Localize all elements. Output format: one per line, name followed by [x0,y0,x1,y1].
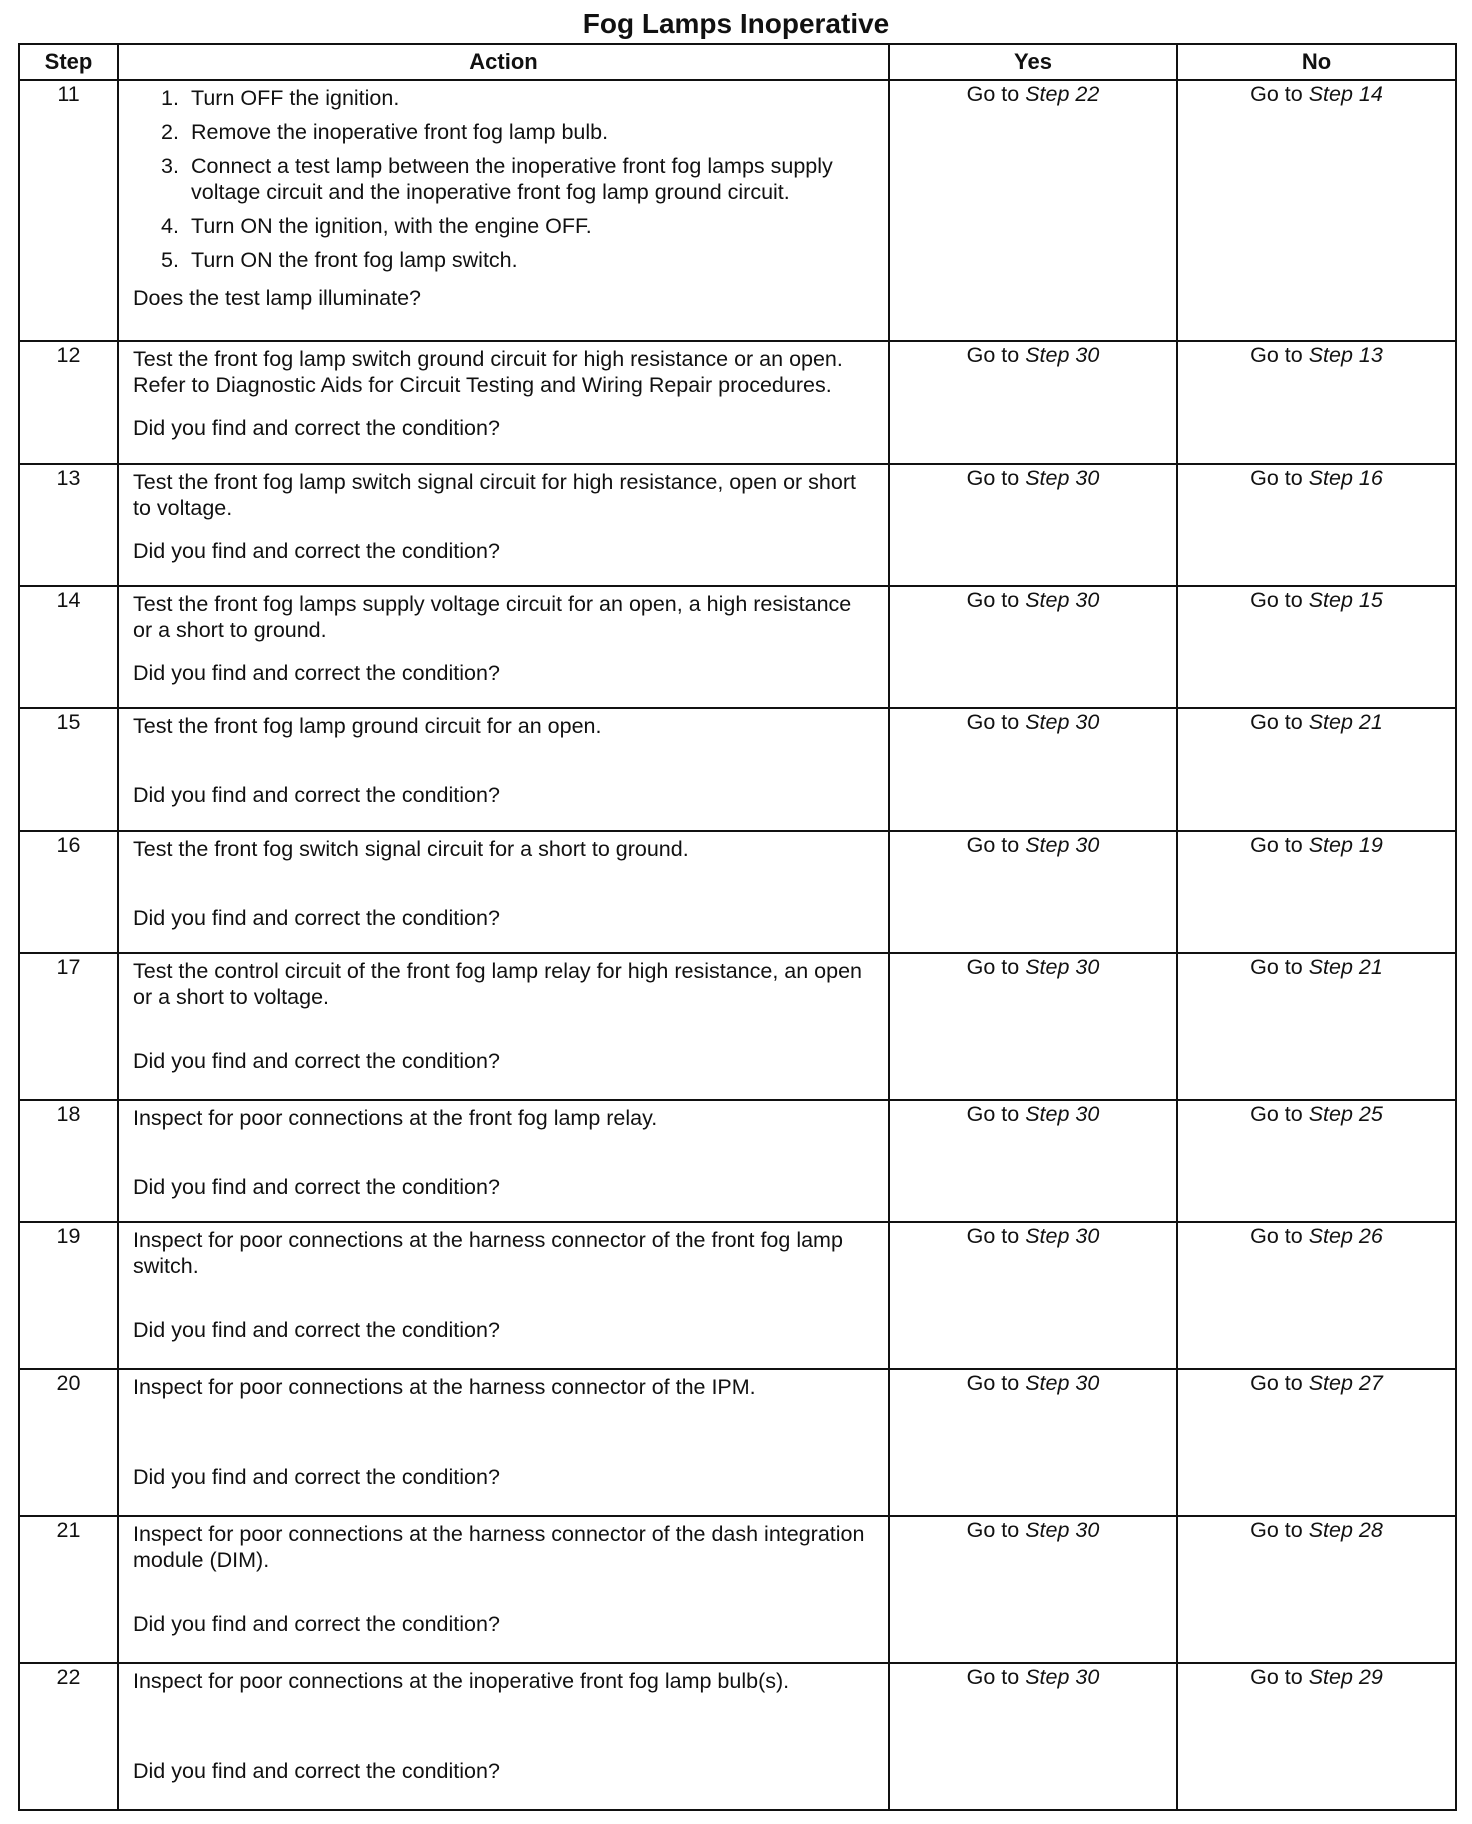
step-number: 11 [19,80,118,341]
list-item-text: Remove the inoperative front fog lamp bulb. [191,120,609,144]
table-row [19,831,1456,953]
no-result-cell [1177,1100,1456,1222]
no-step-link: Step 21 [1308,955,1383,980]
action-text: Inspect for poor connections at the inoperative front fog lamp bulb(s). [133,1668,790,1693]
no-step-link: Step 21 [1308,710,1383,735]
action-text: Test the front fog lamps supply voltage circuit for an open, a high resistance or a short to ground. [133,591,852,642]
list-item-number: 5. [161,248,179,272]
no-result-cell [1177,1516,1456,1663]
action-question: Did you find and correct the condition? [133,783,500,808]
goto-prefix: Go to [966,955,1020,980]
no-result-cell [1177,1663,1456,1810]
action-question: Did you find and correct the condition? [133,905,500,930]
yes-result-cell [889,831,1177,953]
goto-prefix: Go to [1250,1101,1303,1126]
action-question: Did you find and correct the condition? [133,1174,500,1199]
goto-prefix: Go to [966,832,1020,857]
goto-prefix: Go to [1250,955,1303,980]
action-instructions [133,958,874,1010]
action-content [119,1517,888,1641]
step-number: 17 [19,953,118,1100]
goto-prefix: Go to [1250,1371,1303,1396]
goto-prefix: Go to [1250,343,1303,368]
yes-result-cell [889,341,1177,463]
step-number: 13 [19,464,118,586]
action-text: Inspect for poor connections at the front fog lamp relay. [133,1105,658,1130]
action-list-item [161,153,874,205]
step-number: 18 [19,1100,118,1222]
yes-step-link: Step 30 [1025,343,1100,368]
yes-step-link: Step 22 [1025,82,1100,106]
yes-result-cell [889,1663,1177,1810]
yes-step-link: Step 30 [1025,587,1100,612]
table-row [19,1663,1456,1810]
step-number: 22 [19,1663,118,1810]
goto-prefix: Go to [1250,1664,1303,1689]
no-step-link: Step 13 [1308,343,1383,368]
no-result-cell [1177,953,1456,1100]
goto-prefix: Go to [1250,82,1303,106]
yes-result-cell [889,80,1177,341]
list-item-text: Turn ON the ignition, with the engine OFF. [191,214,592,238]
no-step-link: Step 19 [1308,832,1383,857]
page-title: Fog Lamps Inoperative [582,8,890,39]
list-item-number: 1. [161,86,179,110]
table-row [19,1222,1456,1369]
goto-prefix: Go to [966,1371,1020,1396]
action-cell [118,341,889,463]
action-step-list [133,85,874,273]
action-text: Inspect for poor connections at the harness connector of the front fog lamp switch. [133,1228,843,1279]
yes-step-link: Step 30 [1025,1371,1100,1396]
action-question: Did you find and correct the condition? [133,660,500,685]
no-step-link: Step 25 [1308,1101,1383,1126]
table-row [19,708,1456,830]
action-cell [118,708,889,830]
action-instructions [133,1668,874,1694]
goto-prefix: Go to [966,1101,1020,1126]
no-step-link: Step 27 [1308,1371,1383,1396]
table-body [19,80,1456,1810]
action-cell [118,1663,889,1810]
action-question: Does the test lamp illuminate? [133,286,422,310]
diagnostic-table [18,43,1457,1811]
goto-prefix: Go to [1250,1518,1303,1543]
action-content [119,1664,888,1788]
action-question: Did you find and correct the condition? [133,1465,500,1490]
action-list-item [161,247,874,273]
action-instructions [133,836,874,862]
action-instructions [133,1105,874,1131]
no-step-link: Step 26 [1308,1224,1383,1249]
action-instructions [133,346,874,398]
yes-result-cell [889,1369,1177,1516]
table-row [19,80,1456,341]
list-item-text: Turn OFF the ignition. [191,86,400,110]
goto-prefix: Go to [966,1224,1020,1249]
action-question: Did you find and correct the condition? [133,1612,500,1637]
table-row [19,1100,1456,1222]
step-number: 20 [19,1369,118,1516]
action-text: Inspect for poor connections at the harness connector of the dash integration module (DIM). [133,1522,865,1573]
yes-result-cell [889,953,1177,1100]
action-instructions [133,1227,874,1279]
yes-result-cell [889,708,1177,830]
action-content [119,465,888,568]
goto-prefix: Go to [966,343,1020,368]
step-number: 15 [19,708,118,830]
no-step-link: Step 14 [1308,82,1383,106]
action-question: Did you find and correct the condition? [133,1049,500,1074]
action-cell [118,1369,889,1516]
yes-step-link: Step 30 [1025,1664,1100,1689]
action-content [119,1370,888,1494]
no-column-header: No [1177,44,1456,80]
action-content [119,1101,888,1204]
no-step-link: Step 15 [1308,587,1383,612]
action-list-item [161,85,874,111]
goto-prefix: Go to [1250,1224,1303,1249]
yes-result-cell [889,464,1177,586]
action-question: Did you find and correct the condition? [133,538,500,563]
yes-step-link: Step 30 [1025,955,1100,980]
yes-result-cell [889,586,1177,708]
no-result-cell [1177,586,1456,708]
action-question: Did you find and correct the condition? [133,416,500,441]
action-cell [118,1516,889,1663]
step-column-header: Step [19,44,118,80]
action-cell [118,1222,889,1369]
goto-prefix: Go to [1250,587,1303,612]
step-number: 21 [19,1516,118,1663]
action-instructions [133,469,874,521]
step-number: 12 [19,341,118,463]
no-step-link: Step 29 [1308,1664,1383,1689]
action-content [119,709,888,812]
yes-result-cell [889,1222,1177,1369]
step-number: 19 [19,1222,118,1369]
action-text: Inspect for poor connections at the harness connector of the IPM. [133,1375,756,1400]
table-header-row [19,44,1456,80]
table-row [19,341,1456,463]
goto-prefix: Go to [1250,832,1303,857]
no-step-link: Step 28 [1308,1518,1383,1543]
action-text: Test the front fog switch signal circuit for a short to ground. [133,836,689,861]
list-item-number: 4. [161,214,179,238]
yes-step-link: Step 30 [1025,1224,1100,1249]
goto-prefix: Go to [966,82,1020,106]
action-content [119,954,888,1078]
action-cell [118,1100,889,1222]
action-content [119,587,888,690]
action-instructions [133,85,874,281]
table-row [19,953,1456,1100]
yes-result-cell [889,1100,1177,1222]
goto-prefix: Go to [1250,465,1303,490]
action-list-item [161,119,874,145]
goto-prefix: Go to [966,465,1020,490]
list-item-text: Turn ON the front fog lamp switch. [191,248,518,272]
action-instructions [133,591,874,643]
list-item-number: 3. [161,154,179,178]
action-content [119,1223,888,1347]
goto-prefix: Go to [966,587,1020,612]
table-row [19,1369,1456,1516]
action-cell [118,80,889,341]
no-step-link: Step 16 [1308,465,1383,490]
action-text: Test the front fog lamp ground circuit for an open. [133,714,602,739]
action-content [119,832,888,935]
action-question: Did you find and correct the condition? [133,1758,500,1783]
yes-step-link: Step 30 [1025,710,1100,735]
table-row [19,1516,1456,1663]
table-row [19,464,1456,586]
action-instructions [133,1521,874,1573]
action-cell [118,953,889,1100]
table-row [19,586,1456,708]
action-text: Test the front fog lamp switch ground circuit for high resistance or an open. Refer to Diagnostic Aids for Circuit Testing and Wiring Repair procedures. [133,347,843,398]
goto-prefix: Go to [966,710,1020,735]
yes-step-link: Step 30 [1025,465,1100,490]
no-result-cell [1177,831,1456,953]
step-number: 14 [19,586,118,708]
action-list-item [161,213,874,239]
action-instructions [133,1374,874,1400]
action-cell [118,831,889,953]
no-result-cell [1177,1369,1456,1516]
goto-prefix: Go to [966,1518,1020,1543]
action-question: Did you find and correct the condition? [133,1318,500,1343]
action-column-header: Action [118,44,889,80]
yes-step-link: Step 30 [1025,1518,1100,1543]
action-text: Test the front fog lamp switch signal circuit for high resistance, open or short to voltage. [133,469,856,520]
no-result-cell [1177,80,1456,341]
step-number: 16 [19,831,118,953]
action-instructions [133,713,874,739]
no-result-cell [1177,1222,1456,1369]
action-content [119,81,888,310]
list-item-number: 2. [161,120,179,144]
no-result-cell [1177,464,1456,586]
no-result-cell [1177,341,1456,463]
yes-step-link: Step 30 [1025,1101,1100,1126]
yes-result-cell [889,1516,1177,1663]
action-text: Test the control circuit of the front fog lamp relay for high resistance, an open or a short to voltage. [133,959,862,1010]
no-result-cell [1177,708,1456,830]
action-cell [118,586,889,708]
action-content [119,342,888,445]
yes-column-header: Yes [889,44,1177,80]
goto-prefix: Go to [1250,710,1303,735]
action-cell [118,464,889,586]
list-item-text: Connect a test lamp between the inoperative front fog lamps supply voltage circuit and the inoperative front fog lamp ground circuit. [191,154,833,204]
yes-step-link: Step 30 [1025,832,1100,857]
goto-prefix: Go to [966,1664,1020,1689]
